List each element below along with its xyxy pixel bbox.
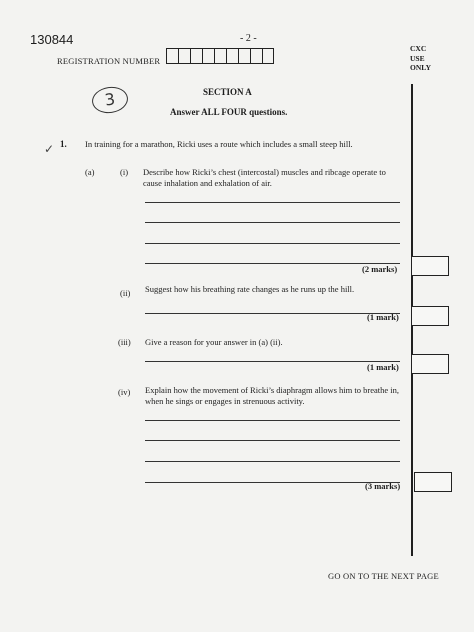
subpart-text: Describe how Ricki’s chest (intercostal) muscles and ribcage operate to cause inhalation and exhalation of air. [143,167,386,188]
subpart-text: Suggest how his breathing rate changes as he runs up the hill. [145,284,355,294]
answer-line[interactable] [145,222,400,223]
answer-line[interactable] [145,461,400,462]
answer-line[interactable] [145,202,400,203]
subpart-label: (iv) [118,387,131,397]
question-stem: In training for a marathon, Ricki uses a route which includes a small steep hill. [85,139,353,149]
cxc-label-line: CXC [410,44,427,53]
marks-box[interactable] [414,472,452,492]
answer-line[interactable] [145,482,400,483]
registration-digit-box[interactable] [166,48,178,64]
answer-line[interactable] [145,361,400,362]
answer-line[interactable] [145,313,400,314]
subpart-label: (iii) [118,337,131,347]
cxc-label-line: USE [410,53,425,63]
next-page-footer: GO ON TO THE NEXT PAGE [328,571,439,581]
registration-digit-box[interactable] [178,48,190,64]
marks-label: (3 marks) [365,481,401,491]
marks-box[interactable] [411,354,449,374]
registration-digit-box[interactable] [262,48,274,64]
answer-line[interactable] [145,420,400,421]
section-instruction: Answer ALL FOUR questions. [170,107,288,117]
registration-digit-box[interactable] [238,48,250,64]
subpart-label: (i) [120,167,129,177]
circled-handwritten-number: 3 [90,85,129,116]
registration-number-boxes[interactable] [166,48,274,64]
question-number: 1. [60,139,67,149]
marks-label: (2 marks) [362,264,398,274]
cxc-label-line: ONLY [410,63,431,72]
registration-label: REGISTRATION NUMBER [57,56,161,66]
marks-label: (1 mark) [367,312,399,322]
answer-line[interactable] [145,243,400,244]
cxc-use-only-label [410,44,431,73]
subpart-label: (ii) [120,288,131,298]
marks-label: (1 mark) [367,362,399,372]
registration-digit-box[interactable] [250,48,262,64]
marks-box[interactable] [411,256,449,276]
subpart-text: Give a reason for your answer in (a) (ii). [145,337,283,347]
marks-box[interactable] [411,306,449,326]
paper-id: 130844 [30,32,74,47]
subpart-text: Explain how the movement of Ricki’s diaphragm allows him to breathe in, when he sings or engages in strenuous activity. [145,385,400,406]
page-number: - 2 - [240,33,257,44]
answer-line[interactable] [145,440,400,441]
tick-mark-icon: ✓ [44,142,55,156]
section-title: SECTION A [203,87,252,97]
registration-digit-box[interactable] [190,48,202,64]
part-label: (a) [85,167,95,177]
registration-digit-box[interactable] [214,48,226,64]
registration-digit-box[interactable] [226,48,238,64]
registration-digit-box[interactable] [202,48,214,64]
